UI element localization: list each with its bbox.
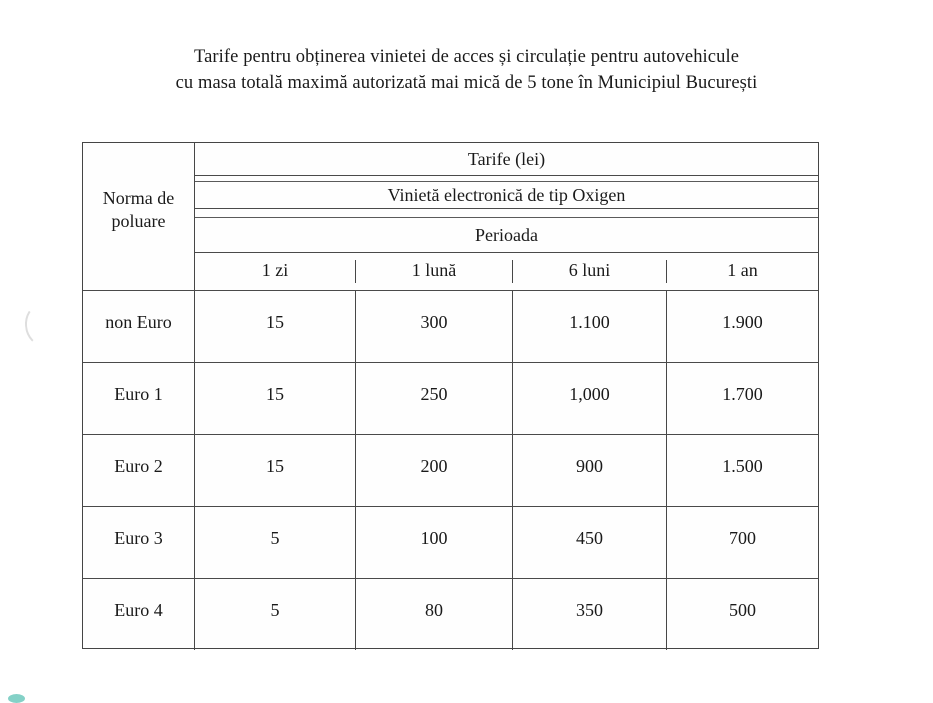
tariff-table <box>82 142 819 649</box>
row-label-euro-1: Euro 1 <box>83 363 195 434</box>
cell-value: 500 <box>729 599 756 620</box>
table-row <box>83 362 818 434</box>
page-title-line-2: cu masa totală maximă autorizată mai mică de 5 tone în Municipiul București <box>175 73 758 93</box>
table-header <box>83 143 818 290</box>
cell-value: 5 <box>195 579 356 650</box>
cell-value: 15 <box>195 291 356 362</box>
cell-value: 15 <box>195 435 356 506</box>
cell-value: 450 <box>513 507 667 578</box>
table-row <box>83 434 818 506</box>
period-columns-row <box>195 253 818 290</box>
page-title-line-1: Tarife pentru obținerea vinietei de acces și circulație pentru autovehicule <box>193 47 740 67</box>
header-divider-gap <box>195 209 818 218</box>
cell-value: 1,000 <box>513 363 667 434</box>
scan-artifact-arc <box>23 302 61 347</box>
table-row <box>83 578 818 650</box>
cell-value: 1.900 <box>722 311 763 332</box>
cell-value: 100 <box>356 507 513 578</box>
scan-artifact-teal-mark <box>8 694 25 703</box>
cell-value: 1.500 <box>722 455 763 476</box>
table-row <box>83 290 818 362</box>
cell-value: 700 <box>729 527 756 548</box>
sub-header-vinieta: Vinietă electronică de tip Oxigen <box>195 182 818 209</box>
row-label-euro-2: Euro 2 <box>83 435 195 506</box>
cell-value: 900 <box>513 435 667 506</box>
group-header-tarife-lei: Tarife (lei) <box>195 143 818 176</box>
cell-value: 350 <box>513 579 667 650</box>
column-header-1-luna: 1 lună <box>356 260 513 283</box>
cell-value: 1.700 <box>722 383 763 404</box>
period-header: Perioada <box>195 218 818 253</box>
column-header-1-an: 1 an <box>727 260 758 280</box>
cell-value: 200 <box>356 435 513 506</box>
cell-value: 1.100 <box>513 291 667 362</box>
column-header-6-luni: 6 luni <box>513 260 667 283</box>
corner-header-norma-de-poluare: Norma de poluare <box>83 143 195 290</box>
cell-value: 15 <box>195 363 356 434</box>
table-row <box>83 506 818 578</box>
row-label-non-euro: non Euro <box>83 291 195 362</box>
row-label-euro-4: Euro 4 <box>83 579 195 650</box>
cell-value: 5 <box>195 507 356 578</box>
row-label-euro-3: Euro 3 <box>83 507 195 578</box>
column-header-1-zi: 1 zi <box>195 260 356 283</box>
cell-value: 300 <box>356 291 513 362</box>
cell-value: 80 <box>356 579 513 650</box>
header-right-section <box>195 143 818 290</box>
cell-value: 250 <box>356 363 513 434</box>
page-title <box>0 44 933 96</box>
